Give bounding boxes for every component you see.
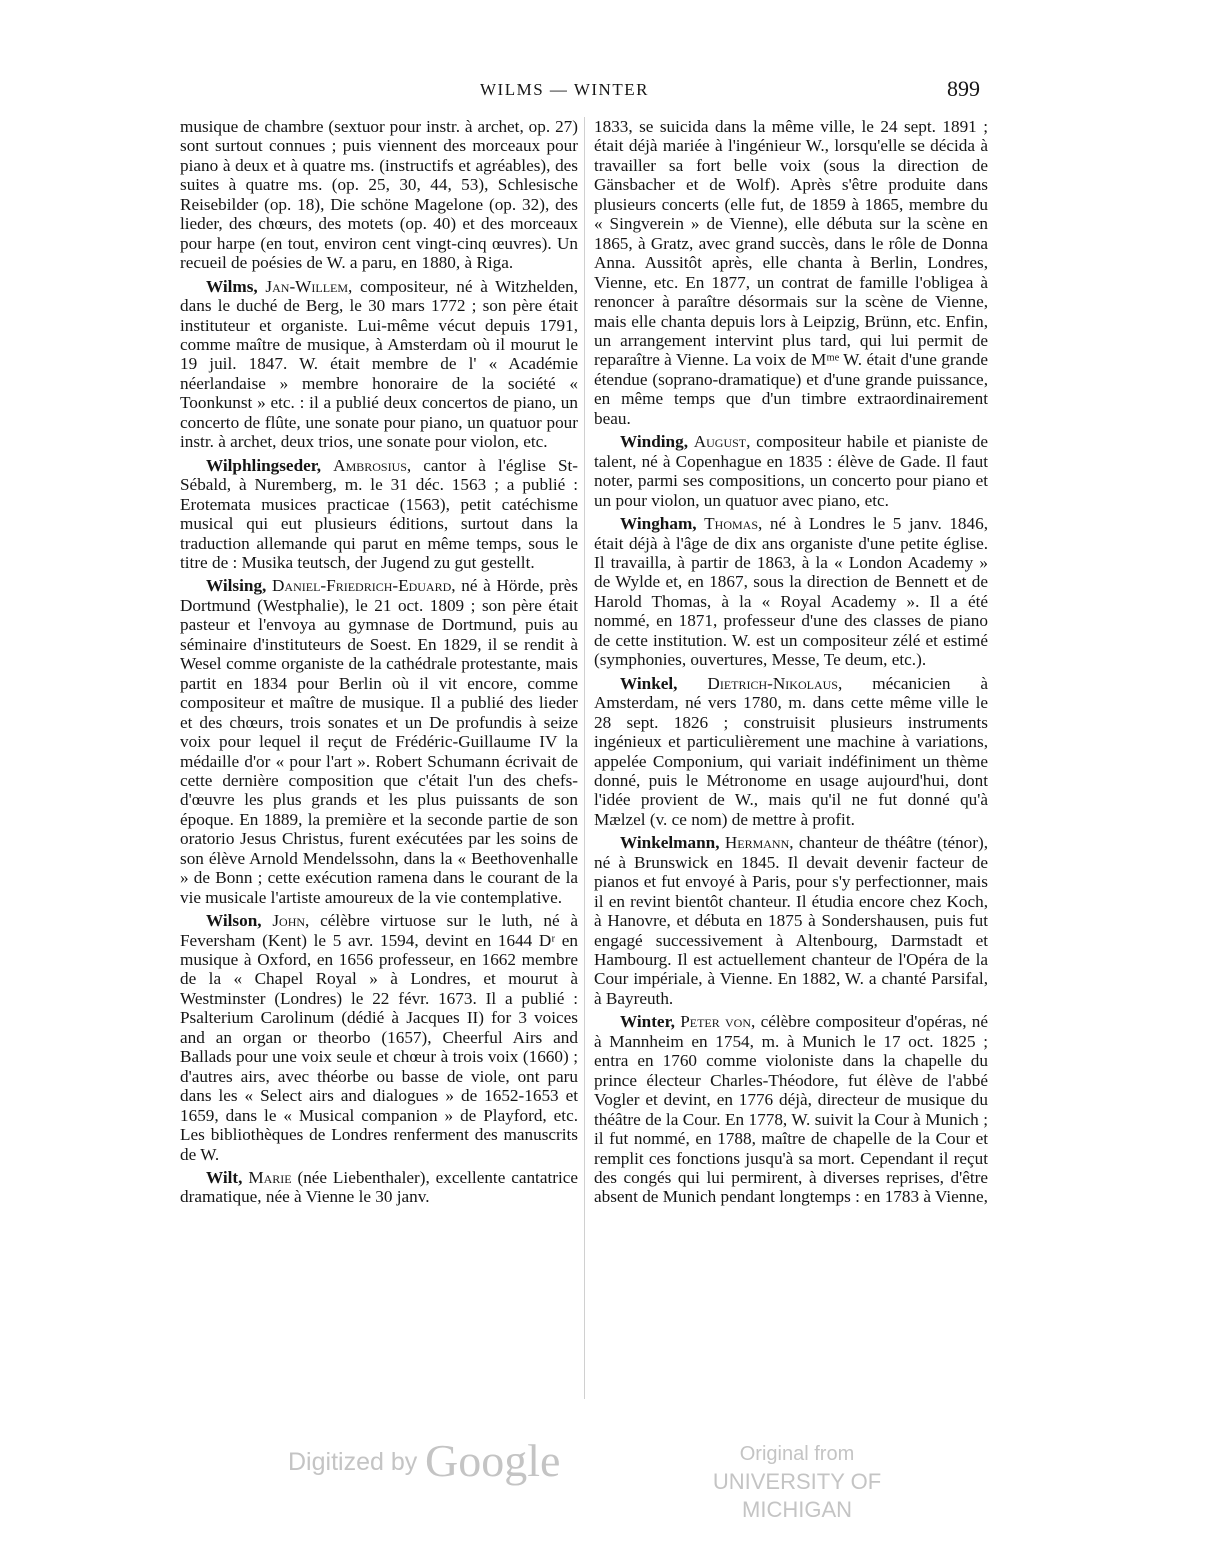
entry-continuation: [180, 117, 578, 273]
entry-headword: Wilt,: [206, 1168, 243, 1188]
entry-given-names: Daniel-Friedrich-Eduard,: [272, 576, 456, 596]
dictionary-entry: [594, 1012, 988, 1207]
dictionary-entry: [180, 456, 578, 573]
digitization-footer: [0, 1435, 1207, 1522]
entry-text: (née Liebenthaler), excellente cantatrice dramatique, née à Vienne le 30 janv.: [180, 1168, 578, 1207]
entry-given-names: John,: [272, 911, 310, 931]
entry-given-names: Peter von,: [680, 1012, 756, 1032]
entry-headword: Wilson,: [206, 911, 262, 931]
dictionary-entry: [180, 1168, 578, 1207]
entry-given-names: Jan-Willem,: [265, 276, 353, 296]
dictionary-entry: [594, 514, 988, 670]
google-logo: Google: [425, 1435, 561, 1486]
entry-given-names: Dietrich-Nikolaus,: [707, 673, 843, 693]
dictionary-entry: [180, 277, 578, 452]
right-column: [594, 117, 988, 1211]
digitized-by-label: Digitized by: [288, 1448, 418, 1476]
running-title: WILMS — WINTER: [480, 80, 649, 99]
dictionary-entry: [594, 432, 988, 510]
entry-given-names: Marie: [248, 1168, 292, 1188]
dictionary-entry: [594, 833, 988, 1008]
entry-given-names: August,: [693, 432, 751, 452]
entry-text: célèbre virtuose sur le luth, né à Feversham (Kent) le 5 avr. 1594, devint en 1644 Dʳ en musique à Oxford, en 1656 professeur, en 1662 membre de la « Chapel Royal » à Londres, et mourut à Westminster (Londres) le 22 févr. 1673. Il a publié : Psalterium Carolinum (dédié à Jacques II) for 3 voices and an organ or theorbo (1657), Cheerful Airs and Ballads pour une voix seule et chœur à trois voix (1660) ; d'autres airs, avec théorbe ou basse de viole, ont paru dans les « Select airs and dialogues » de 1652-1653 et 1659, dans le « Musical companion » de Playford, etc. Les bibliothèques de Londres renferment des manuscrits de W.: [180, 911, 579, 1164]
entry-headword: Wilphlingseder,: [206, 455, 322, 475]
entry-continuation: [594, 117, 988, 428]
entry-text: cantor à l'église St-Sébald, à Nuremberg, m. le 31 déc. 1563 ; a publié : Erotemata musices practicae (1563), petit catéchisme musical qui eut plusieurs éditions, surtout dans la traduction allemande qui parut en même temps, sous le titre de : Musika teutsch, der Jugend zu gut gestellt.: [180, 455, 579, 572]
entry-headword: Wilsing,: [206, 576, 267, 596]
page-number: 899: [947, 76, 980, 101]
entry-headword: Wingham,: [620, 514, 697, 534]
entry-headword: Winkel,: [620, 673, 678, 693]
page-header: [180, 76, 980, 106]
entry-headword: Winter,: [620, 1012, 675, 1032]
entry-given-names: Thomas,: [704, 514, 763, 534]
original-from-label: Original from: [739, 1443, 855, 1465]
column-divider: [584, 117, 585, 1399]
entry-given-names: Ambrosius,: [333, 455, 412, 475]
entry-text: compositeur habile et pianiste de talent, né à Copenhague en 1835 : élève de Gade. Il faut noter, parmi ses compositions, un concerto pour piano et un pour violon, un quatuor avec piano, etc.: [594, 432, 989, 510]
entry-text: né à Londres le 5 janv. 1846, était déjà à l'âge de dix ans organiste d'une petite église. Il travailla, à partir de 1863, à la « London Academy » de Wylde et, en 1867, sous la direction de Bennett et de Harold Thomas, à la « Royal Academy ». Il a été nommé, en 1871, professeur d'une des classes de piano de cette institution. W. est un compositeur zélé et estimé (symphonies, ouvertures, Messe, Te deum, etc.).: [594, 514, 989, 670]
dictionary-entry: [594, 674, 988, 830]
entry-text: compositeur, né à Witzhelden, dans le duché de Berg, le 30 mars 1772 ; son père était instituteur et organiste. Lui-même vécut depuis 1791, comme maître de musique, à Amsterdam où il mourut le 19 juil. 1847. W. était membre de l' « Académie néerlandaise » membre honoraire de la société « Toonkunst » etc. : il a publié deux concertos de piano, un concerto de flûte, une sonate pour piano, un quatuor pour instr. à archet, deux trios, une sonate pour violon, etc.: [180, 276, 579, 452]
original-from-block: [672, 1440, 922, 1524]
entry-text: 1833, se suicida dans la même ville, le 24 sept. 1891 ; était déjà mariée à l'ingénieur W., lorsqu'elle se décida à travailler sa fort belle voix (sous la direction de Gänsbacher et de Wolf). Après s'être produite dans plusieurs concerts (elle fut, de 1859 à 1865, membre du « Singverein » de Vienne), elle débuta sur la scène en 1865, à Gratz, avec grand succès, dans le rôle de Donna Anna. Aussitôt après, elle chanta à Berlin, Londres, Vienne, etc. En 1877, un contrat de famille l'obligea à renoncer à paraître désormais sur la scène de Vienne, mais elle chanta depuis lors à Leipzig, Brünn, etc. Enfin, un arrangement intervint plus tard, qui lui permit de reparaître à Vienne. La voix de Mᵐᵉ W. était d'une grande étendue (soprano-dramatique) et d'une grande puissance, en même temps que d'un timbre extraordinairement beau.: [594, 117, 988, 428]
entry-text: célèbre compositeur d'opéras, né à Mannheim en 1754, m. à Munich le 17 oct. 1825 ; entra en 1760 comme violoniste dans la chapelle du prince électeur Charles-Théodore, fut élève de l'abbé Vogler et devint, en 1776 déjà, directeur de musique du théâtre de la Cour. En 1778, W. suivit la Cour à Munich ; il fut nommé, en 1788, maître de chapelle de la Cour et remplit ces fonctions jusqu'à sa mort. Cependant il reçut des congés qui lui permirent, à diverses reprises, d'être absent de Munich pendant longtemps : en 1783 à Vienne,: [594, 1012, 989, 1207]
dictionary-entry: [180, 911, 578, 1164]
entry-text: chanteur de théâtre (ténor), né à Brunswick en 1845. Il devait devenir facteur de pianos et fut envoyé à Paris, pour s'y perfectionner, mais il en revint bientôt chanteur. Il étudia encore chez Koch, à Hanovre, et débuta en 1875 à Sondershausen, puis fut engagé successivement à Altenbourg, Darmstadt et Hambourg. Il est actuellement chanteur de l'Opéra de la Cour impériale, à Vienne. En 1882, W. a chanté Parsifal, à Bayreuth.: [594, 833, 989, 1008]
entry-text: musique de chambre (sextuor pour instr. à archet, op. 27) sont surtout connues ; puis viennent des morceaux pour piano à deux et à quatre ms. (instructifs et agréables), des suites à quatre ms. (op. 25, 30, 44, 53), Schlesische Reisebilder (op. 18), Die schöne Magelone (op. 32), des lieder, des chœurs, des motets (op. 40) et des morceaux pour harpe (en tout, environ cent vingt-cinq œuvres). Un recueil de poésies de W. a paru, en 1880, à Riga.: [180, 117, 578, 273]
left-column: [180, 117, 578, 1211]
dictionary-entry: [180, 576, 578, 907]
university-label: UNIVERSITY OF MICHIGAN: [712, 1469, 882, 1522]
entry-headword: Wilms,: [206, 276, 258, 296]
entry-headword: Winkelmann,: [620, 833, 720, 853]
entry-text: mécanicien à Amsterdam, né vers 1780, m. dans cette même ville le 28 sept. 1826 ; construisit plusieurs instruments ingénieux et particulièrement une machine à variations, appelée Componium, qui variait indéfiniment un thème donné, puis le Métronome en usage aujourd'hui, dont l'idée provient de W., mais qu'il ne fut donné qu'à Mælzel (v. ce nom) de mettre à profit.: [594, 673, 989, 829]
entry-given-names: Hermann,: [724, 833, 794, 853]
entry-headword: Winding,: [620, 432, 688, 452]
entry-text: né à Hörde, près Dortmund (Westphalie), le 21 oct. 1809 ; son père était pasteur et l'envoya au gymnase de Dortmund, puis au séminaire d'instituteurs de Soest. En 1829, il se rendit à Wesel comme organiste de la cathédrale protestante, mais partit en 1834 pour Berlin où il vit encore, comme compositeur et maître de musique. Il a publié des lieder et des chœurs, trois sonates et un De profundis à seize voix pour lequel il reçut de Frédéric-Guillaume IV la médaille d'or « pour l'art ». Robert Schumann écrivait de cette dernière composition que c'était l'un des chefs-d'œuvre les plus grands et les plus puissants de son époque. En 1889, la première et la seconde partie de son oratorio Jesus Christus, furent exécutées par les soins de son élève Arnold Mendelssohn, dans la « Beethovenhalle » de Bonn ; cette exécution ramena dans le courant de la vie musicale l'artiste amoureux de la vie contemplative.: [180, 576, 578, 907]
